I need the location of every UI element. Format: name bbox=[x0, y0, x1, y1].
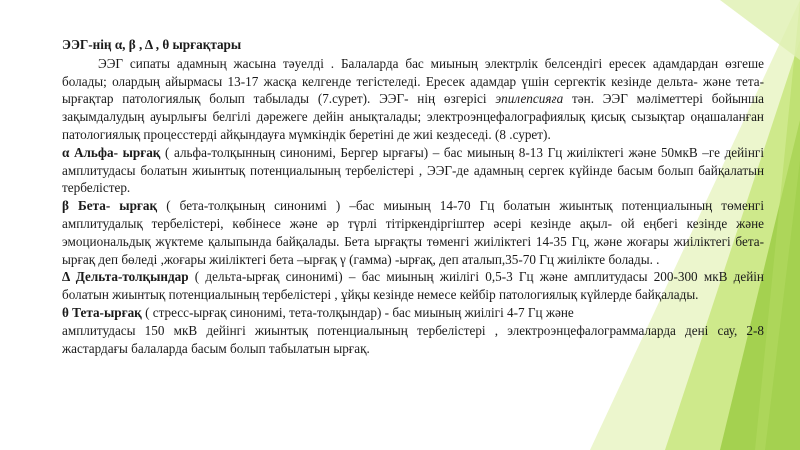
alpha-term: α Альфа- ырғақ bbox=[62, 144, 161, 160]
intro-text-1: ЭЭГ сипаты адамның жасына тәуелді . Балаларда бас миының электрлік белсендігі ересек адамдардан өзгеше болады; олардың айырмасы 13-17 жасқа келгенде тегістеледі. Ересек адамдар үшін сергектік кезінде дельта- және тета- ырғақтар патологиялық болып табылады (7.сурет). ЭЭГ- нің өзгерісі bbox=[62, 55, 764, 107]
beta-paragraph bbox=[62, 197, 764, 268]
beta-term: β Бета- ырғақ bbox=[62, 198, 158, 214]
intro-italic-term: эпилепсияға bbox=[495, 91, 564, 107]
alpha-paragraph bbox=[62, 144, 764, 197]
delta-paragraph bbox=[62, 268, 764, 304]
theta-paragraph-1 bbox=[62, 304, 764, 322]
theta-paragraph-2: амплитудасы 150 мкВ дейінгі жиынтық потенциалының тербелістері , электроэнцефалограммаларда дені сау, 2-8 жастардағы балаларда басым болып табылатын ырғақ. bbox=[62, 322, 764, 356]
theta-term: θ Тета-ырғақ bbox=[62, 304, 142, 320]
delta-term: Δ Дельта-толқындар bbox=[62, 269, 189, 285]
slide-title: ЭЭГ-нің α, β , Δ , θ ырғақтары bbox=[62, 37, 242, 52]
beta-text: ( бета-толқының синонимі ) –бас миының 14-70 Гц болатын жиынтық потенциалының төменгі амплитудалық тербелістері, көбінесе және әр түрлі тітіркендіргіштер әсері кезінде ақыл- ой еңбегі кезінде және эмоциональдық жүктеме қалыпында байқалады. Бета ырғақты төменгі жиіліктегі 14-35 Гц, және жоғары жиіліктегі бета- ырғақ деп бөледі ,жоғары жиіліктегі бета –ырғақ γ (гамма) -ырғақ, деп аталып,35-70 Гц жиілікте болады. . bbox=[62, 198, 764, 267]
slide-body bbox=[62, 36, 764, 357]
intro-text-2: тән. ЭЭГ мәліметтері бойынша зақымдалудың ауырлығы белгілі дәрежеге дейін анықталады; электроэнцефалографиялық қисық сызықтар оңашаланған патологиялық процесстерді айқындауға мүмкіндік беретіні де жиі кездеседі. (8 .сурет). bbox=[62, 91, 764, 142]
theta-text-1: ( стресс-ырғақ синонимі, тета-толқындар) - бас миының жиілігі 4-7 Гц және bbox=[141, 304, 574, 320]
delta-text: ( дельта-ырғақ синонимі) – бас миының жиілігі 0,5-3 Гц және амплитудасы 200-300 мкВ дейін болатын жиынтық потенциалының тербелістері , ұйқы кезінде немесе кейбір патологиялық күйлерде байқалады. bbox=[62, 269, 764, 303]
intro-paragraph bbox=[62, 55, 764, 144]
alpha-text: ( альфа-толқынның синонимі, Бергер ырғағы) – бас миының 8-13 Гц жиіліктегі және 50мкВ –ге дейінгі амплитудасы болатын жиынтық потенциалының тербелістері , ЭЭГ-де адамның сергек күйінде басым болып байқалатын тербелістер. bbox=[62, 144, 764, 196]
